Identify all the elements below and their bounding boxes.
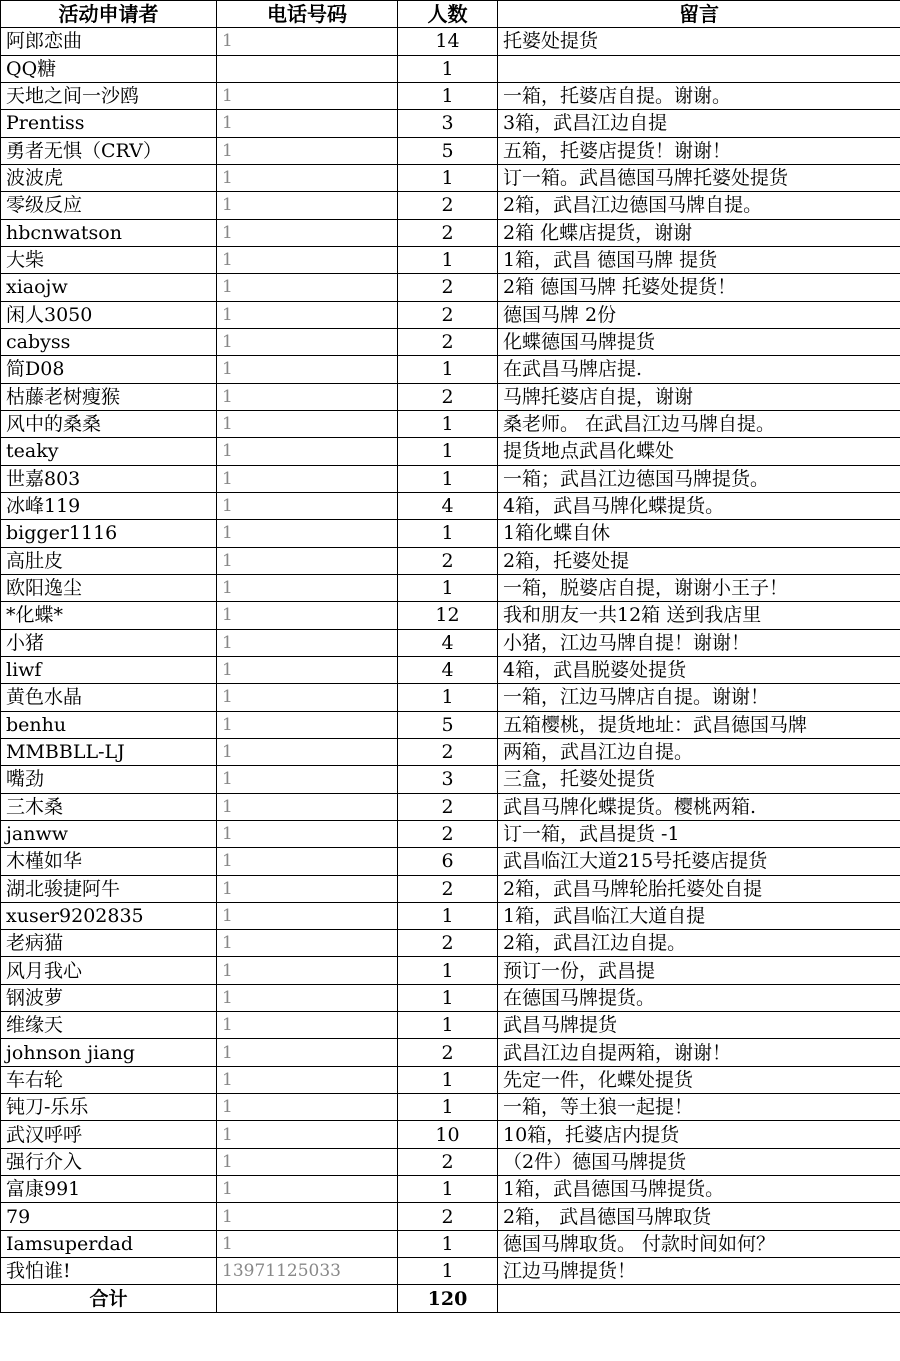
redaction-mask xyxy=(235,384,385,410)
applicant-cell: johnson jiang xyxy=(1,1039,217,1066)
table-row xyxy=(1,492,900,519)
phone-cell: 13971125033 xyxy=(217,1258,398,1285)
phone-cell: 1 xyxy=(217,684,398,711)
table-row xyxy=(1,547,900,574)
table-row xyxy=(1,383,900,410)
applicant-cell: 勇者无惧（CRV） xyxy=(1,137,217,164)
applicant-cell: 枯藤老树瘦猴 xyxy=(1,383,217,410)
table-row xyxy=(1,848,900,875)
count-cell: 10 xyxy=(398,1121,498,1148)
table-row xyxy=(1,246,900,273)
message-cell: 1箱化蝶自休 xyxy=(498,520,900,547)
phone-cell: 1 xyxy=(217,1094,398,1121)
phone-cell: 1 xyxy=(217,328,398,355)
table-row xyxy=(1,328,900,355)
phone-cell: 1 xyxy=(217,1066,398,1093)
count-cell: 1 xyxy=(398,1230,498,1257)
redaction-mask xyxy=(235,110,385,136)
applicant-cell: 高肚皮 xyxy=(1,547,217,574)
applicant-cell: 世嘉803 xyxy=(1,465,217,492)
phone-cell: 1 xyxy=(217,984,398,1011)
redaction-mask xyxy=(235,220,385,246)
table-row xyxy=(1,984,900,1011)
redaction-mask xyxy=(235,548,385,574)
count-cell: 2 xyxy=(398,547,498,574)
phone-cell: 1 xyxy=(217,711,398,738)
table-row xyxy=(1,684,900,711)
total-message xyxy=(498,1285,900,1312)
redaction-mask xyxy=(235,1203,385,1229)
phone-cell: 1 xyxy=(217,110,398,137)
count-cell: 1 xyxy=(398,1012,498,1039)
redaction-mask xyxy=(235,165,385,191)
count-cell: 2 xyxy=(398,192,498,219)
message-cell: 一箱，托婆店自提。谢谢。 xyxy=(498,82,900,109)
phone-cell: 1 xyxy=(217,246,398,273)
table-row xyxy=(1,137,900,164)
message-cell: 马牌托婆店自提，谢谢 xyxy=(498,383,900,410)
applicant-cell: janww xyxy=(1,820,217,847)
phone-cell: 1 xyxy=(217,766,398,793)
phone-cell: 1 xyxy=(217,274,398,301)
table-row xyxy=(1,711,900,738)
table-row xyxy=(1,356,900,383)
message-cell: 五箱，托婆店提货！谢谢！ xyxy=(498,137,900,164)
message-cell xyxy=(498,55,900,82)
count-cell: 1 xyxy=(398,984,498,1011)
count-cell: 1 xyxy=(398,1258,498,1285)
table-row xyxy=(1,1094,900,1121)
applicant-cell: teaky xyxy=(1,438,217,465)
message-cell: 五箱樱桃，提货地址：武昌德国马牌 xyxy=(498,711,900,738)
applicant-cell: 冰峰119 xyxy=(1,492,217,519)
redaction-mask xyxy=(235,1039,385,1065)
table-row xyxy=(1,656,900,683)
redaction-mask xyxy=(235,138,385,164)
redaction-mask xyxy=(235,356,385,382)
table-row xyxy=(1,110,900,137)
count-cell: 1 xyxy=(398,1066,498,1093)
message-cell: 武昌马牌提货 xyxy=(498,1012,900,1039)
phone-cell: 1 xyxy=(217,574,398,601)
phone-cell: 1 xyxy=(217,738,398,765)
phone-cell: 1 xyxy=(217,1148,398,1175)
redaction-mask xyxy=(235,28,385,54)
table-row xyxy=(1,1039,900,1066)
table-row xyxy=(1,410,900,437)
message-cell: 2箱 化蝶店提货，谢谢 xyxy=(498,219,900,246)
message-cell: 一箱，脱婆店自提，谢谢小王子！ xyxy=(498,574,900,601)
message-cell: 一箱；武昌江边德国马牌提货。 xyxy=(498,465,900,492)
total-row xyxy=(1,1285,900,1312)
message-cell: 2箱 德国马牌 托婆处提货！ xyxy=(498,274,900,301)
count-cell: 2 xyxy=(398,301,498,328)
count-cell: 2 xyxy=(398,1148,498,1175)
phone-cell: 1 xyxy=(217,492,398,519)
count-cell: 1 xyxy=(398,55,498,82)
message-cell: 三盒，托婆处提货 xyxy=(498,766,900,793)
count-cell: 1 xyxy=(398,410,498,437)
table-row xyxy=(1,766,900,793)
phone-cell: 1 xyxy=(217,301,398,328)
applicant-cell: 钝刀-乐乐 xyxy=(1,1094,217,1121)
phone-cell: 1 xyxy=(217,602,398,629)
table-row xyxy=(1,875,900,902)
table-row xyxy=(1,438,900,465)
count-cell: 1 xyxy=(398,1176,498,1203)
header-count: 人数 xyxy=(398,1,498,28)
message-cell: 先定一件，化蝶处提货 xyxy=(498,1066,900,1093)
table-row xyxy=(1,301,900,328)
phone-cell: 1 xyxy=(217,1203,398,1230)
total-label: 合计 xyxy=(1,1285,217,1312)
redaction-mask xyxy=(235,766,385,792)
redaction-mask xyxy=(235,630,385,656)
table-row xyxy=(1,274,900,301)
applicant-cell: QQ糖 xyxy=(1,55,217,82)
table-row xyxy=(1,902,900,929)
table-row xyxy=(1,28,900,55)
count-cell: 1 xyxy=(398,957,498,984)
redaction-mask xyxy=(235,438,385,464)
redaction-mask xyxy=(235,1012,385,1038)
message-cell: 2箱，武昌江边自提。 xyxy=(498,930,900,957)
phone-cell: 1 xyxy=(217,82,398,109)
count-cell: 2 xyxy=(398,219,498,246)
phone-cell: 1 xyxy=(217,1039,398,1066)
count-cell: 1 xyxy=(398,520,498,547)
phone-cell: 1 xyxy=(217,1012,398,1039)
phone-cell: 1 xyxy=(217,410,398,437)
applicant-cell: 强行介入 xyxy=(1,1148,217,1175)
table-row xyxy=(1,465,900,492)
header-message: 留言 xyxy=(498,1,900,28)
applicant-cell: cabyss xyxy=(1,328,217,355)
table-row xyxy=(1,1230,900,1257)
applicant-cell: liwf xyxy=(1,656,217,683)
applicant-cell: Prentiss xyxy=(1,110,217,137)
applicant-cell: 大柴 xyxy=(1,246,217,273)
table-row xyxy=(1,1148,900,1175)
applicant-cell: 闲人3050 xyxy=(1,301,217,328)
table-row xyxy=(1,1012,900,1039)
message-cell: 1箱，武昌临江大道自提 xyxy=(498,902,900,929)
message-cell: 一箱，等土狼一起提！ xyxy=(498,1094,900,1121)
count-cell: 1 xyxy=(398,164,498,191)
redaction-mask xyxy=(235,1176,385,1202)
table-row xyxy=(1,930,900,957)
count-cell: 2 xyxy=(398,383,498,410)
applicant-cell: 湖北骏捷阿牛 xyxy=(1,875,217,902)
count-cell: 2 xyxy=(398,328,498,355)
applicant-cell: 木槿如华 xyxy=(1,848,217,875)
count-cell: 2 xyxy=(398,1203,498,1230)
redaction-mask xyxy=(235,794,385,820)
applicant-cell: 79 xyxy=(1,1203,217,1230)
count-cell: 12 xyxy=(398,602,498,629)
table-row xyxy=(1,1258,900,1285)
table-row xyxy=(1,793,900,820)
message-cell: 武昌临江大道215号托婆店提货 xyxy=(498,848,900,875)
count-cell: 2 xyxy=(398,820,498,847)
total-count: 120 xyxy=(398,1285,498,1312)
applicant-cell: 风中的桑桑 xyxy=(1,410,217,437)
applicant-cell: hbcnwatson xyxy=(1,219,217,246)
applicant-cell: 富康991 xyxy=(1,1176,217,1203)
applicant-cell: *化蝶* xyxy=(1,602,217,629)
count-cell: 6 xyxy=(398,848,498,875)
redaction-mask xyxy=(235,192,385,218)
redaction-mask xyxy=(235,930,385,956)
phone-cell: 1 xyxy=(217,520,398,547)
count-cell: 4 xyxy=(398,629,498,656)
redaction-mask xyxy=(235,1231,385,1257)
phone-cell: 1 xyxy=(217,219,398,246)
message-cell: 2箱，托婆处提 xyxy=(498,547,900,574)
applicant-cell: bigger1116 xyxy=(1,520,217,547)
table-row xyxy=(1,1203,900,1230)
applicant-cell: 车右轮 xyxy=(1,1066,217,1093)
message-cell: 一箱，江边马牌店自提。谢谢！ xyxy=(498,684,900,711)
redaction-mask xyxy=(235,848,385,874)
redaction-mask xyxy=(235,274,385,300)
phone-cell: 1 xyxy=(217,820,398,847)
redaction-mask xyxy=(235,1094,385,1120)
redaction-mask xyxy=(235,411,385,437)
message-cell: 两箱，武昌江边自提。 xyxy=(498,738,900,765)
redaction-mask xyxy=(235,302,385,328)
table-row xyxy=(1,574,900,601)
applicant-cell: 波波虎 xyxy=(1,164,217,191)
message-cell: 2箱，武昌江边德国马牌自提。 xyxy=(498,192,900,219)
table-row xyxy=(1,192,900,219)
applicant-cell: 嘴劲 xyxy=(1,766,217,793)
phone-cell: 1 xyxy=(217,438,398,465)
phone-cell: 1 xyxy=(217,356,398,383)
message-cell: 在武昌马牌店提. xyxy=(498,356,900,383)
header-row xyxy=(1,1,900,28)
message-cell: 小猪，江边马牌自提！谢谢！ xyxy=(498,629,900,656)
message-cell: 10箱，托婆店内提货 xyxy=(498,1121,900,1148)
phone-cell xyxy=(217,55,398,82)
count-cell: 14 xyxy=(398,28,498,55)
applicant-cell: 老病猫 xyxy=(1,930,217,957)
message-cell: 武昌江边自提两箱，谢谢！ xyxy=(498,1039,900,1066)
message-cell: 江边马牌提货！ xyxy=(498,1258,900,1285)
count-cell: 2 xyxy=(398,793,498,820)
redaction-mask xyxy=(235,684,385,710)
message-cell: 我和朋友一共12箱 送到我店里 xyxy=(498,602,900,629)
redaction-mask xyxy=(235,83,385,109)
applicant-cell: 阿郎恋曲 xyxy=(1,28,217,55)
applicant-cell: 小猪 xyxy=(1,629,217,656)
redaction-mask xyxy=(235,602,385,628)
applicant-cell: 零级反应 xyxy=(1,192,217,219)
phone-cell: 1 xyxy=(217,1176,398,1203)
redaction-mask xyxy=(235,985,385,1011)
message-cell: 订一箱，武昌提货 -1 xyxy=(498,820,900,847)
message-cell: 4箱，武昌脱婆处提货 xyxy=(498,656,900,683)
message-cell: 桑老师。 在武昌江边马牌自提。 xyxy=(498,410,900,437)
applicant-cell: 三木桑 xyxy=(1,793,217,820)
count-cell: 2 xyxy=(398,875,498,902)
applicant-cell: 维缘天 xyxy=(1,1012,217,1039)
message-cell: 1箱，武昌德国马牌提货。 xyxy=(498,1176,900,1203)
table-row xyxy=(1,164,900,191)
message-cell: 订一箱。武昌德国马牌托婆处提货 xyxy=(498,164,900,191)
message-cell: 托婆处提货 xyxy=(498,28,900,55)
applicant-cell: MMBBLL-LJ xyxy=(1,738,217,765)
count-cell: 1 xyxy=(398,1094,498,1121)
phone-cell: 1 xyxy=(217,629,398,656)
phone-cell: 1 xyxy=(217,1121,398,1148)
table-row xyxy=(1,820,900,847)
applicant-cell: xuser9202835 xyxy=(1,902,217,929)
table-row xyxy=(1,1066,900,1093)
total-phone xyxy=(217,1285,398,1312)
table-row xyxy=(1,629,900,656)
phone-cell: 1 xyxy=(217,875,398,902)
count-cell: 1 xyxy=(398,684,498,711)
redaction-mask xyxy=(235,466,385,492)
applicant-cell: 简D08 xyxy=(1,356,217,383)
phone-cell: 1 xyxy=(217,137,398,164)
table-row xyxy=(1,55,900,82)
applicant-cell: 风月我心 xyxy=(1,957,217,984)
table-row xyxy=(1,520,900,547)
message-cell: 德国马牌取货。 付款时间如何？ xyxy=(498,1230,900,1257)
message-cell: 2箱，武昌马牌轮胎托婆处自提 xyxy=(498,875,900,902)
applicant-cell: 我怕谁! xyxy=(1,1258,217,1285)
redaction-mask xyxy=(235,520,385,546)
phone-cell: 1 xyxy=(217,848,398,875)
count-cell: 3 xyxy=(398,110,498,137)
message-cell: 4箱，武昌马牌化蝶提货。 xyxy=(498,492,900,519)
phone-cell: 1 xyxy=(217,930,398,957)
message-cell: 提货地点武昌化蝶处 xyxy=(498,438,900,465)
count-cell: 1 xyxy=(398,246,498,273)
phone-cell: 1 xyxy=(217,192,398,219)
count-cell: 4 xyxy=(398,492,498,519)
applicant-cell: Iamsuperdad xyxy=(1,1230,217,1257)
table-row xyxy=(1,219,900,246)
applicant-cell: 黄色水晶 xyxy=(1,684,217,711)
redaction-mask xyxy=(235,821,385,847)
count-cell: 1 xyxy=(398,902,498,929)
message-cell: 化蝶德国马牌提货 xyxy=(498,328,900,355)
message-cell: 3箱，武昌江边自提 xyxy=(498,110,900,137)
redaction-mask xyxy=(235,876,385,902)
redaction-mask xyxy=(235,1149,385,1175)
message-cell: 预订一份，武昌提 xyxy=(498,957,900,984)
count-cell: 4 xyxy=(398,656,498,683)
applicant-cell: 钢波萝 xyxy=(1,984,217,1011)
count-cell: 1 xyxy=(398,574,498,601)
count-cell: 1 xyxy=(398,465,498,492)
redaction-mask xyxy=(235,712,385,738)
message-cell: 1箱，武昌 德国马牌 提货 xyxy=(498,246,900,273)
redaction-mask xyxy=(235,575,385,601)
header-phone: 电话号码 xyxy=(217,1,398,28)
redaction-mask xyxy=(235,493,385,519)
redaction-mask xyxy=(235,247,385,273)
applicant-cell: xiaojw xyxy=(1,274,217,301)
phone-cell: 1 xyxy=(217,465,398,492)
phone-cell: 1 xyxy=(217,164,398,191)
message-cell: 武昌马牌化蝶提货。樱桃两箱. xyxy=(498,793,900,820)
applicant-cell: benhu xyxy=(1,711,217,738)
message-cell: （2件）德国马牌提货 xyxy=(498,1148,900,1175)
message-cell: 2箱， 武昌德国马牌取货 xyxy=(498,1203,900,1230)
count-cell: 2 xyxy=(398,738,498,765)
phone-cell: 1 xyxy=(217,547,398,574)
count-cell: 2 xyxy=(398,1039,498,1066)
phone-cell: 1 xyxy=(217,1230,398,1257)
redaction-mask xyxy=(235,739,385,765)
table-row xyxy=(1,1121,900,1148)
applicant-cell: 天地之间一沙鸥 xyxy=(1,82,217,109)
table-row xyxy=(1,957,900,984)
phone-cell: 1 xyxy=(217,793,398,820)
table-row xyxy=(1,82,900,109)
count-cell: 5 xyxy=(398,711,498,738)
count-cell: 5 xyxy=(398,137,498,164)
redaction-mask xyxy=(235,657,385,683)
redaction-mask xyxy=(235,1121,385,1147)
phone-cell: 1 xyxy=(217,902,398,929)
header-applicant: 活动申请者 xyxy=(1,1,217,28)
redaction-mask xyxy=(235,903,385,929)
applicant-cell: 欧阳逸尘 xyxy=(1,574,217,601)
phone-cell: 1 xyxy=(217,656,398,683)
count-cell: 1 xyxy=(398,82,498,109)
table-row xyxy=(1,602,900,629)
count-cell: 2 xyxy=(398,274,498,301)
count-cell: 1 xyxy=(398,356,498,383)
phone-cell: 1 xyxy=(217,28,398,55)
applicant-cell: 武汉呼呼 xyxy=(1,1121,217,1148)
redaction-mask xyxy=(235,329,385,355)
count-cell: 3 xyxy=(398,766,498,793)
phone-cell: 1 xyxy=(217,957,398,984)
count-cell: 1 xyxy=(398,438,498,465)
count-cell: 2 xyxy=(398,930,498,957)
message-cell: 德国马牌 2份 xyxy=(498,301,900,328)
message-cell: 在德国马牌提货。 xyxy=(498,984,900,1011)
redaction-mask xyxy=(235,957,385,983)
redaction-mask xyxy=(235,1067,385,1093)
phone-cell: 1 xyxy=(217,383,398,410)
table-row xyxy=(1,738,900,765)
table-row xyxy=(1,1176,900,1203)
